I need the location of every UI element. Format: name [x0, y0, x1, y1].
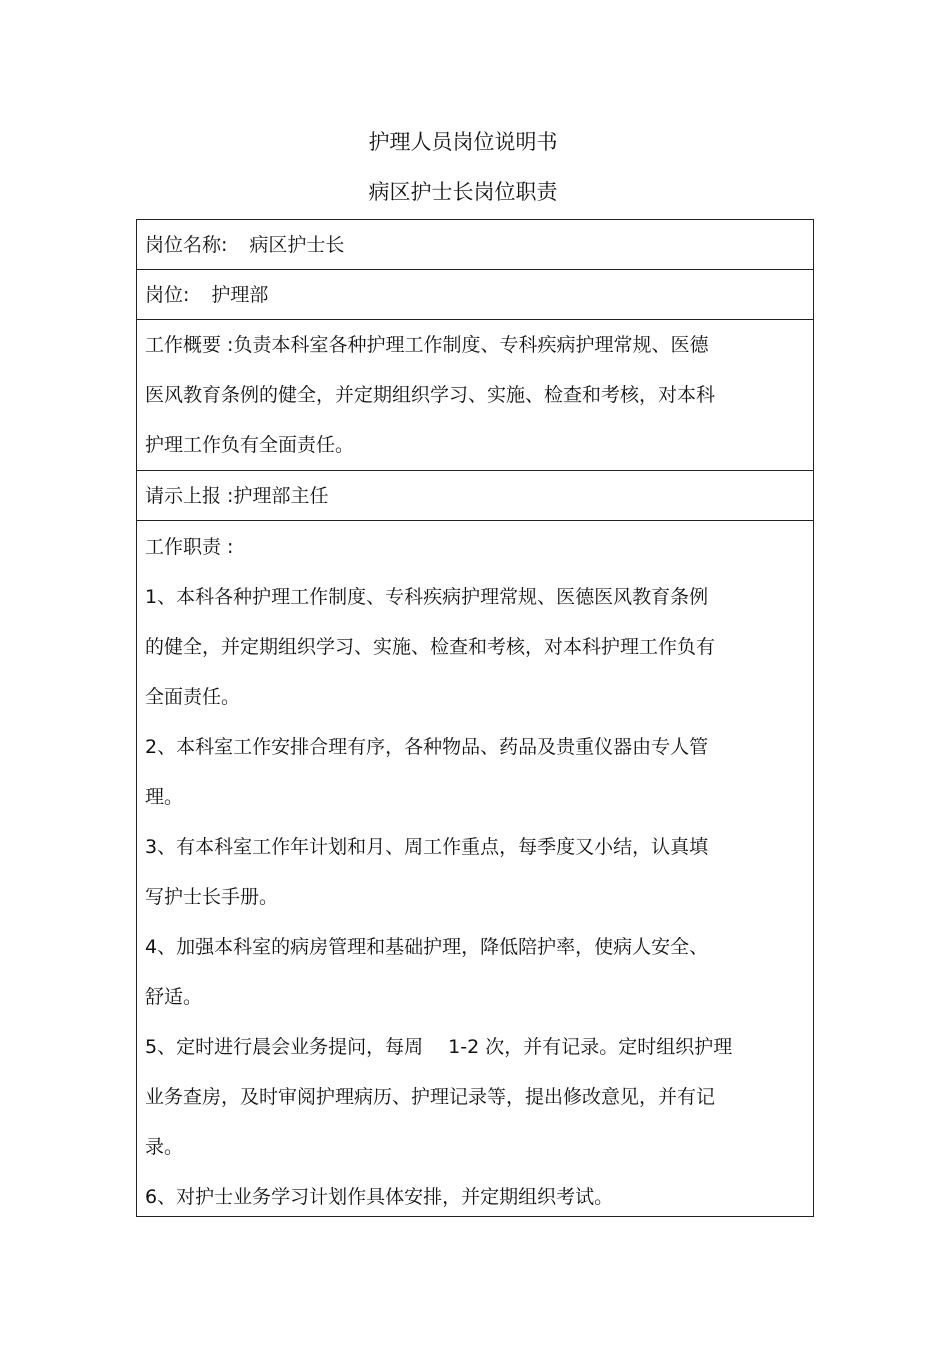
report-to-row [137, 471, 813, 521]
duty-line: 的健全，并定期组织学习、实施、检查和考核，对本科护理工作负有 [145, 636, 716, 658]
duties-heading: 工作职责 : [145, 536, 234, 558]
summary-line: 护理工作负有全面责任。 [145, 434, 355, 456]
duty-line: 3、有本科室工作年计划和月、周工作重点，每季度又小结，认真填 [145, 836, 709, 858]
report-to-text: 请示上报 :护理部主任 [145, 485, 329, 507]
duty-line: 舒适。 [145, 986, 203, 1008]
department-row [137, 270, 813, 320]
duty-line: 全面责任。 [145, 686, 241, 708]
duty-line: 6、对护士业务学习计划作具体安排，并定期组织考试。 [145, 1186, 614, 1208]
post-name-label: 岗位名称: [145, 234, 228, 256]
duty-line: 写护士长手册。 [145, 886, 279, 908]
duty-line: 5、定时进行晨会业务提问，每周 1-2 次，并有记录。定时组织护理 [145, 1036, 733, 1058]
summary-row [137, 320, 813, 471]
department-label: 岗位: [145, 284, 190, 306]
duty-line: 理。 [145, 786, 184, 808]
duty-line: 1、本科各种护理工作制度、专科疾病护理常规、医德医风教育条例 [145, 586, 709, 608]
duty-line: 录。 [145, 1136, 184, 1158]
duty-line: 4、加强本科室的病房管理和基础护理，降低陪护率，使病人安全、 [145, 936, 709, 958]
duty-line: 2、本科室工作安排合理有序，各种物品、药品及贵重仪器由专人管 [145, 736, 709, 758]
job-description-table [136, 219, 814, 1217]
duty-line: 业务查房，及时审阅护理病历、护理记录等，提出修改意见，并有记 [145, 1086, 716, 1108]
document-title: 护理人员岗位说明书 [368, 130, 558, 154]
summary-line: 医风教育条例的健全，并定期组织学习、实施、检查和考核，对本科 [145, 384, 716, 406]
duties-row [137, 521, 813, 1216]
post-name-value: 病区护士长 [249, 234, 345, 256]
post-name-row [137, 220, 813, 270]
department-value: 护理部 [211, 284, 269, 306]
summary-line: 工作概要 :负责本科室各种护理工作制度、专科疾病护理常规、医德 [145, 334, 709, 356]
document-subtitle: 病区护士长岗位职责 [368, 180, 558, 204]
